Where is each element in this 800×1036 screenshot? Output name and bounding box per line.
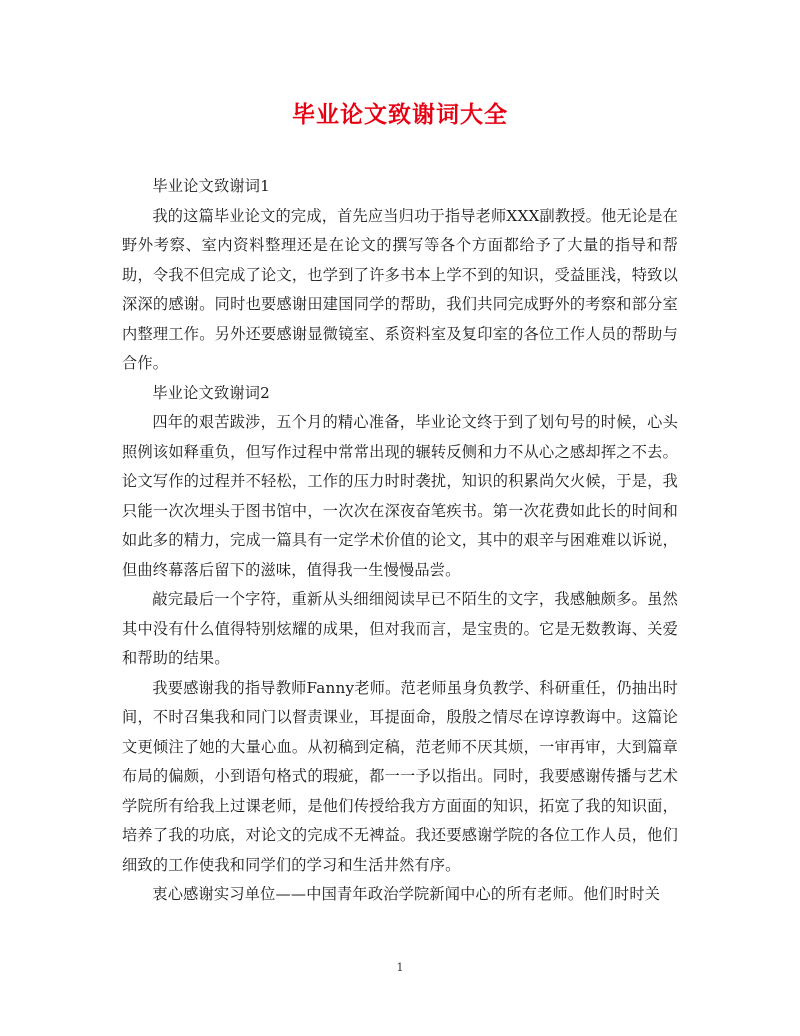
paragraph: 四年的艰苦跋涉，五个月的精心准备，毕业论文终于到了划句号的时候，心头照例该如释重负，但写作过程中常常出现的辗转反侧和力不从心之感却挥之不去。论文写作的过程并不轻松，工作的压力时时袭扰，知识的积累尚欠火候，于是，我只能一次次埋头于图书馆中，一次次在深夜奋笔疾书。第一次花费如此长的时间和如此多的精力，完成一篇具有一定学术价值的论文，其中的艰辛与困难难以诉说，但曲终幕落后留下的滋味，值得我一生慢慢品尝。 <box>122 413 678 579</box>
paragraph: 衷心感谢实习单位——中国青年政治学院新闻中心的所有老师。他们时时关 <box>152 885 661 903</box>
section-heading-2: 毕业论文致谢词2 <box>152 383 270 402</box>
paragraph: 我要感谢我的指导教师Fanny老师。范老师虽身负教学、科研重任，仍抽出时间，不时召集我和同门以督责课业，耳提面命，殷殷之情尽在谆谆教诲中。这篇论文更倾注了她的大量心血。从初稿到定稿，范老师不厌其烦，一审再审，大到篇章布局的偏颇，小到语句格式的瑕疵，都一一予以指出。同时，我要感谢传播与艺术学院所有给我上过课老师，是他们传授给我方方面面的知识，拓宽了我的知识面，培养了我的功底，对论文的完成不无裨益。我还要感谢学院的各位工作人员，他们细致的工作使我和同学们的学习和生活井然有序。 <box>122 678 678 874</box>
document-title: 毕业论文致谢词大全 <box>292 101 508 128</box>
page-number: 1 <box>396 961 404 974</box>
paragraph: 我的这篇毕业论文的完成，首先应当归功于指导老师XXX副教授。他无论是在野外考察、室内资料整理还是在论文的撰写等各个方面都给予了大量的指导和帮助，令我不但完成了论文，也学到了许多书本上学不到的知识，受益匪浅，特致以深深的感谢。同时也要感谢田建国同学的帮助，我们共同完成野外的考察和部分室内整理工作。另外还要感谢显微镜室、系资料室及复印室的各位工作人员的帮助与合作。 <box>122 206 678 372</box>
paragraph: 敲完最后一个字符，重新从头细细阅读早已不陌生的文字，我感触颇多。虽然其中没有什么值得特别炫耀的成果，但对我而言，是宝贵的。它是无数教诲、关爱和帮助的结果。 <box>122 590 678 667</box>
section-heading-1: 毕业论文致谢词1 <box>152 177 270 195</box>
document-body <box>122 172 678 910</box>
